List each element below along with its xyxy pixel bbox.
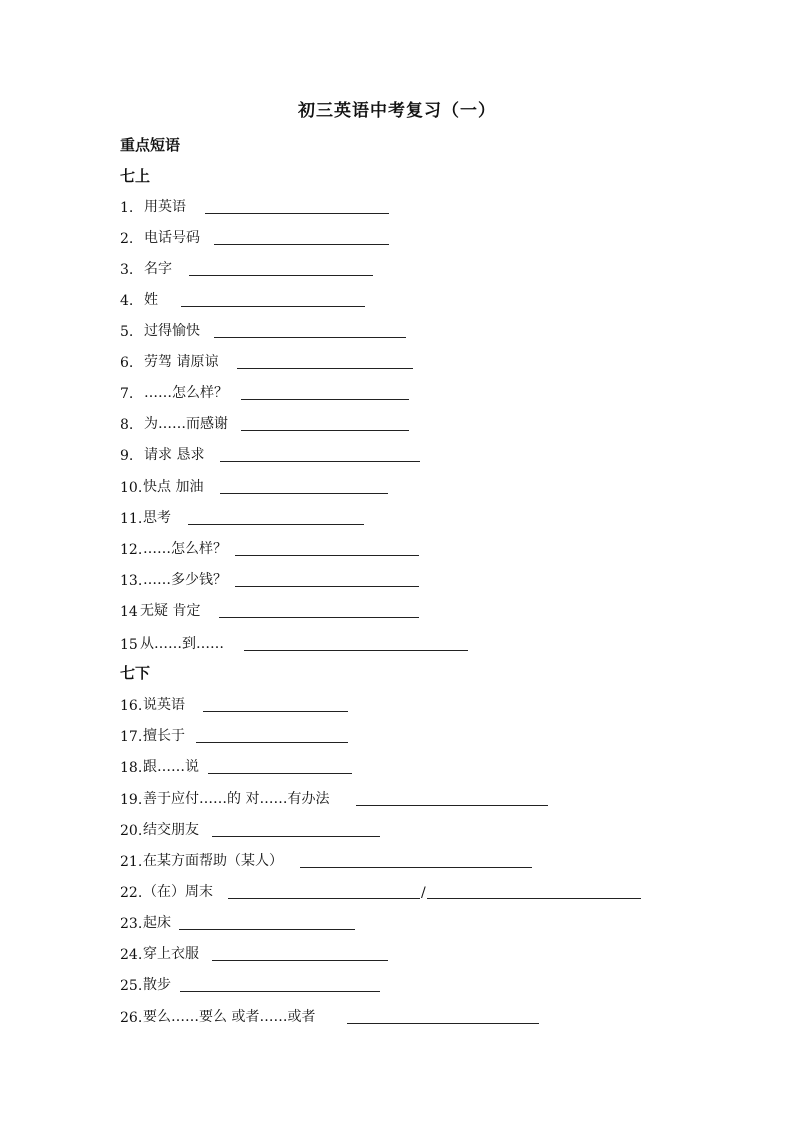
item-number: 4.	[120, 293, 134, 309]
answer-blank[interactable]	[300, 851, 532, 868]
answer-blank[interactable]	[212, 820, 380, 837]
item-number: 18.	[120, 760, 143, 776]
item-number: 26.	[120, 1010, 143, 1026]
answer-blank[interactable]	[180, 975, 380, 992]
item-number: 14	[120, 604, 138, 620]
list-item	[120, 972, 380, 994]
group-heading-grade7-second: 七下	[120, 664, 151, 682]
list-item	[120, 910, 355, 932]
list-item	[120, 505, 364, 527]
list-item	[120, 194, 389, 216]
answer-blank[interactable]	[219, 601, 419, 618]
list-item	[120, 598, 419, 620]
list-item	[120, 848, 532, 870]
answer-blank[interactable]	[214, 228, 389, 245]
item-label: 电话号码	[144, 230, 200, 246]
answer-blank[interactable]	[203, 695, 348, 712]
item-label: 过得愉快	[144, 323, 200, 339]
list-item	[120, 723, 348, 745]
page-title: 初三英语中考复习（一）	[298, 101, 496, 121]
answer-blank[interactable]	[188, 508, 364, 525]
answer-blank[interactable]	[347, 1007, 539, 1024]
item-label: 跟……说	[143, 759, 199, 775]
list-item	[120, 692, 348, 714]
list-item	[120, 817, 380, 839]
list-item	[120, 380, 409, 402]
list-item	[120, 1004, 539, 1026]
answer-blank[interactable]	[205, 197, 389, 214]
item-number: 5.	[120, 324, 134, 340]
item-label: 起床	[143, 915, 171, 931]
item-label: 名字	[144, 261, 172, 277]
item-number: 13.	[120, 573, 143, 589]
answer-blank[interactable]	[179, 913, 355, 930]
list-item	[120, 631, 468, 653]
item-number: 15	[120, 637, 138, 653]
list-item	[120, 287, 365, 309]
item-label: ……多少钱？	[143, 572, 227, 588]
list-item	[120, 349, 413, 371]
answer-blank[interactable]	[237, 352, 413, 369]
item-label: 请求 恳求	[144, 447, 205, 463]
item-label: 思考	[143, 510, 171, 526]
item-label: ……怎么样？	[144, 385, 228, 401]
item-number: 21.	[120, 854, 143, 870]
list-item	[120, 442, 420, 464]
answer-blank[interactable]	[228, 882, 420, 899]
item-label: 无疑 肯定	[140, 603, 201, 619]
list-item	[120, 256, 373, 278]
answer-blank[interactable]	[214, 321, 406, 338]
answer-blank[interactable]	[235, 570, 419, 587]
item-label: 穿上衣服	[143, 946, 199, 962]
item-number: 25.	[120, 978, 143, 994]
list-item	[120, 786, 548, 808]
item-number: 10.	[120, 480, 143, 496]
item-label: 劳驾 请原谅	[144, 354, 219, 370]
answer-blank[interactable]	[212, 944, 388, 961]
item-label: 用英语	[144, 199, 186, 215]
list-item	[120, 941, 388, 963]
item-label: ……怎么样？	[143, 541, 227, 557]
answer-blank[interactable]	[196, 726, 348, 743]
answer-blank[interactable]	[220, 445, 420, 462]
item-number: 23.	[120, 916, 143, 932]
item-number: 9.	[120, 448, 134, 464]
item-number: 17.	[120, 729, 143, 745]
list-item	[120, 411, 409, 433]
list-item	[120, 879, 641, 901]
answer-blank[interactable]	[427, 882, 641, 899]
list-item	[120, 225, 389, 247]
item-label: 说英语	[143, 697, 185, 713]
group-heading-grade7-first: 七上	[120, 167, 151, 185]
answer-blank[interactable]	[356, 789, 548, 806]
item-number: 3.	[120, 262, 134, 278]
answer-blank[interactable]	[220, 477, 388, 494]
item-number: 1.	[120, 200, 134, 216]
item-number: 2.	[120, 231, 134, 247]
item-number: 11.	[120, 511, 143, 527]
item-label: （在）周末	[143, 884, 213, 900]
list-item	[120, 536, 419, 558]
item-number: 20.	[120, 823, 143, 839]
answer-blank[interactable]	[189, 259, 373, 276]
section-heading: 重点短语	[120, 136, 181, 154]
list-item	[120, 318, 406, 340]
item-number: 16.	[120, 698, 143, 714]
answer-blank[interactable]	[208, 757, 352, 774]
item-label: 散步	[143, 977, 171, 993]
item-number: 22.	[120, 885, 143, 901]
item-label: 擅长于	[143, 728, 185, 744]
item-label: 从……到……	[140, 636, 224, 652]
list-item	[120, 754, 352, 776]
item-number: 8.	[120, 417, 134, 433]
item-label: 要么……要么 或者……或者	[143, 1009, 316, 1025]
item-label: 姓	[144, 292, 158, 308]
item-label: 为……而感谢	[144, 416, 228, 432]
item-number: 6.	[120, 355, 134, 371]
item-label: 善于应付……的 对……有办法	[143, 791, 330, 807]
item-number: 12.	[120, 542, 143, 558]
item-number: 24.	[120, 947, 143, 963]
separator-slash: /	[421, 885, 426, 901]
item-label: 在某方面帮助（某人）	[143, 853, 283, 869]
answer-blank[interactable]	[241, 414, 409, 431]
item-label: 快点 加油	[143, 479, 204, 495]
list-item	[120, 567, 419, 589]
item-label: 结交朋友	[143, 822, 199, 838]
item-number: 7.	[120, 386, 134, 402]
answer-blank[interactable]	[244, 634, 468, 651]
answer-blank[interactable]	[241, 383, 409, 400]
item-number: 19.	[120, 792, 143, 808]
answer-blank[interactable]	[235, 539, 419, 556]
list-item	[120, 474, 388, 496]
answer-blank[interactable]	[181, 290, 365, 307]
